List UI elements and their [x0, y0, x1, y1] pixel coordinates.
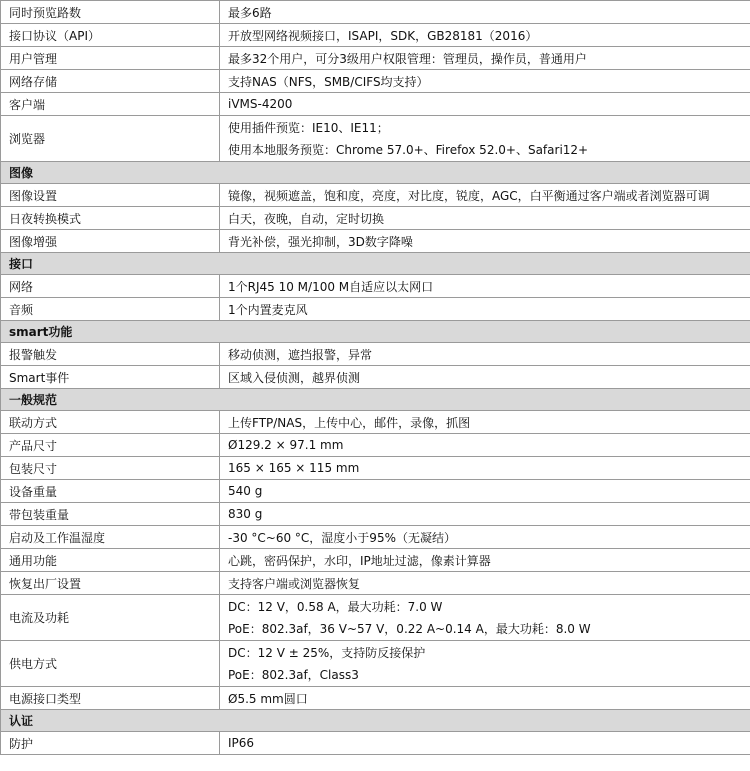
spec-label: 图像设置: [1, 184, 220, 207]
spec-label: 恢复出厂设置: [1, 572, 220, 595]
spec-value: 830 g: [220, 503, 750, 526]
spec-value-line: DC：12 V ± 25%，支持防反接保护: [228, 645, 426, 660]
spec-label: 包装尺寸: [1, 457, 220, 480]
spec-value: -30 °C~60 °C，湿度小于95%（无凝结）: [220, 526, 750, 549]
section-title: 认证: [1, 710, 750, 732]
spec-value: 支持客户端或浏览器恢复: [220, 572, 750, 595]
spec-value-multiline: [220, 595, 750, 641]
spec-row: [1, 549, 750, 572]
spec-row: [1, 732, 750, 755]
spec-label: 图像增强: [1, 230, 220, 253]
spec-label: 浏览器: [1, 116, 220, 162]
spec-label: Smart事件: [1, 366, 220, 389]
spec-row: [1, 343, 750, 366]
spec-value-line: 使用本地服务预览：Chrome 57.0+、Firefox 52.0+、Safari12+: [228, 142, 589, 157]
spec-row: [1, 457, 750, 480]
spec-label: 带包装重量: [1, 503, 220, 526]
section-header-row: [1, 253, 750, 275]
spec-row: [1, 184, 750, 207]
spec-label: 电源接口类型: [1, 687, 220, 710]
spec-label: 接口协议（API）: [1, 24, 220, 47]
spec-value-line: PoE：802.3af，Class3: [228, 667, 359, 682]
spec-label: 产品尺寸: [1, 434, 220, 457]
spec-row: [1, 595, 750, 641]
spec-row: [1, 480, 750, 503]
spec-value-line: PoE：802.3af，36 V~57 V，0.22 A~0.14 A，最大功耗：8.0 W: [228, 621, 591, 636]
spec-value: 心跳，密码保护，水印，IP地址过滤，像素计算器: [220, 549, 750, 572]
spec-row: [1, 641, 750, 687]
spec-row: [1, 434, 750, 457]
spec-row: [1, 230, 750, 253]
spec-row: [1, 572, 750, 595]
spec-value: 背光补偿，强光抑制，3D数字降噪: [220, 230, 750, 253]
spec-label: 设备重量: [1, 480, 220, 503]
spec-label: 电流及功耗: [1, 595, 220, 641]
spec-row: [1, 298, 750, 321]
spec-value: 移动侦测，遮挡报警，异常: [220, 343, 750, 366]
section-title: 接口: [1, 253, 750, 275]
spec-value: 区域入侵侦测，越界侦测: [220, 366, 750, 389]
section-header-row: [1, 389, 750, 411]
spec-value: 最多32个用户，可分3级用户权限管理：管理员，操作员，普通用户: [220, 47, 750, 70]
spec-label: 报警触发: [1, 343, 220, 366]
spec-value-line: 使用插件预览：IE10、IE11；: [228, 120, 389, 135]
spec-value: 1个内置麦克风: [220, 298, 750, 321]
spec-value: Ø5.5 mm圆口: [220, 687, 750, 710]
spec-value-multiline: [220, 116, 750, 162]
section-title: smart功能: [1, 321, 750, 343]
section-header-row: [1, 162, 750, 184]
section-header-row: [1, 321, 750, 343]
spec-label: 通用功能: [1, 549, 220, 572]
spec-label: 音频: [1, 298, 220, 321]
spec-label: 供电方式: [1, 641, 220, 687]
spec-row: [1, 70, 750, 93]
spec-value: IP66: [220, 732, 750, 755]
spec-value: 最多6路: [220, 1, 750, 24]
spec-row: [1, 93, 750, 116]
spec-row: [1, 275, 750, 298]
spec-label: 网络: [1, 275, 220, 298]
spec-row: [1, 687, 750, 710]
section-title: 一般规范: [1, 389, 750, 411]
spec-row: [1, 24, 750, 47]
spec-label: 网络存储: [1, 70, 220, 93]
spec-value: 开放型网络视频接口，ISAPI，SDK，GB28181（2016）: [220, 24, 750, 47]
spec-label: 启动及工作温湿度: [1, 526, 220, 549]
spec-row: [1, 1, 750, 24]
spec-value: iVMS-4200: [220, 93, 750, 116]
spec-value: 白天，夜晚，自动，定时切换: [220, 207, 750, 230]
spec-value: 镜像，视频遮盖，饱和度，亮度，对比度，锐度，AGC，白平衡通过客户端或者浏览器可调: [220, 184, 750, 207]
spec-value: 540 g: [220, 480, 750, 503]
spec-row: [1, 116, 750, 162]
spec-value: 上传FTP/NAS，上传中心，邮件，录像，抓图: [220, 411, 750, 434]
spec-row: [1, 526, 750, 549]
spec-label: 用户管理: [1, 47, 220, 70]
spec-label: 日夜转换模式: [1, 207, 220, 230]
spec-row: [1, 207, 750, 230]
spec-value-multiline: [220, 641, 750, 687]
spec-table-body: [1, 1, 750, 755]
spec-label: 客户端: [1, 93, 220, 116]
spec-row: [1, 366, 750, 389]
spec-value: Ø129.2 × 97.1 mm: [220, 434, 750, 457]
spec-value: 165 × 165 × 115 mm: [220, 457, 750, 480]
spec-label: 联动方式: [1, 411, 220, 434]
section-title: 图像: [1, 162, 750, 184]
section-header-row: [1, 710, 750, 732]
spec-value: 支持NAS（NFS，SMB/CIFS均支持）: [220, 70, 750, 93]
spec-row: [1, 411, 750, 434]
spec-label: 同时预览路数: [1, 1, 220, 24]
spec-value-line: DC：12 V，0.58 A，最大功耗：7.0 W: [228, 599, 443, 614]
spec-row: [1, 47, 750, 70]
spec-row: [1, 503, 750, 526]
spec-value: 1个RJ45 10 M/100 M自适应以太网口: [220, 275, 750, 298]
spec-label: 防护: [1, 732, 220, 755]
